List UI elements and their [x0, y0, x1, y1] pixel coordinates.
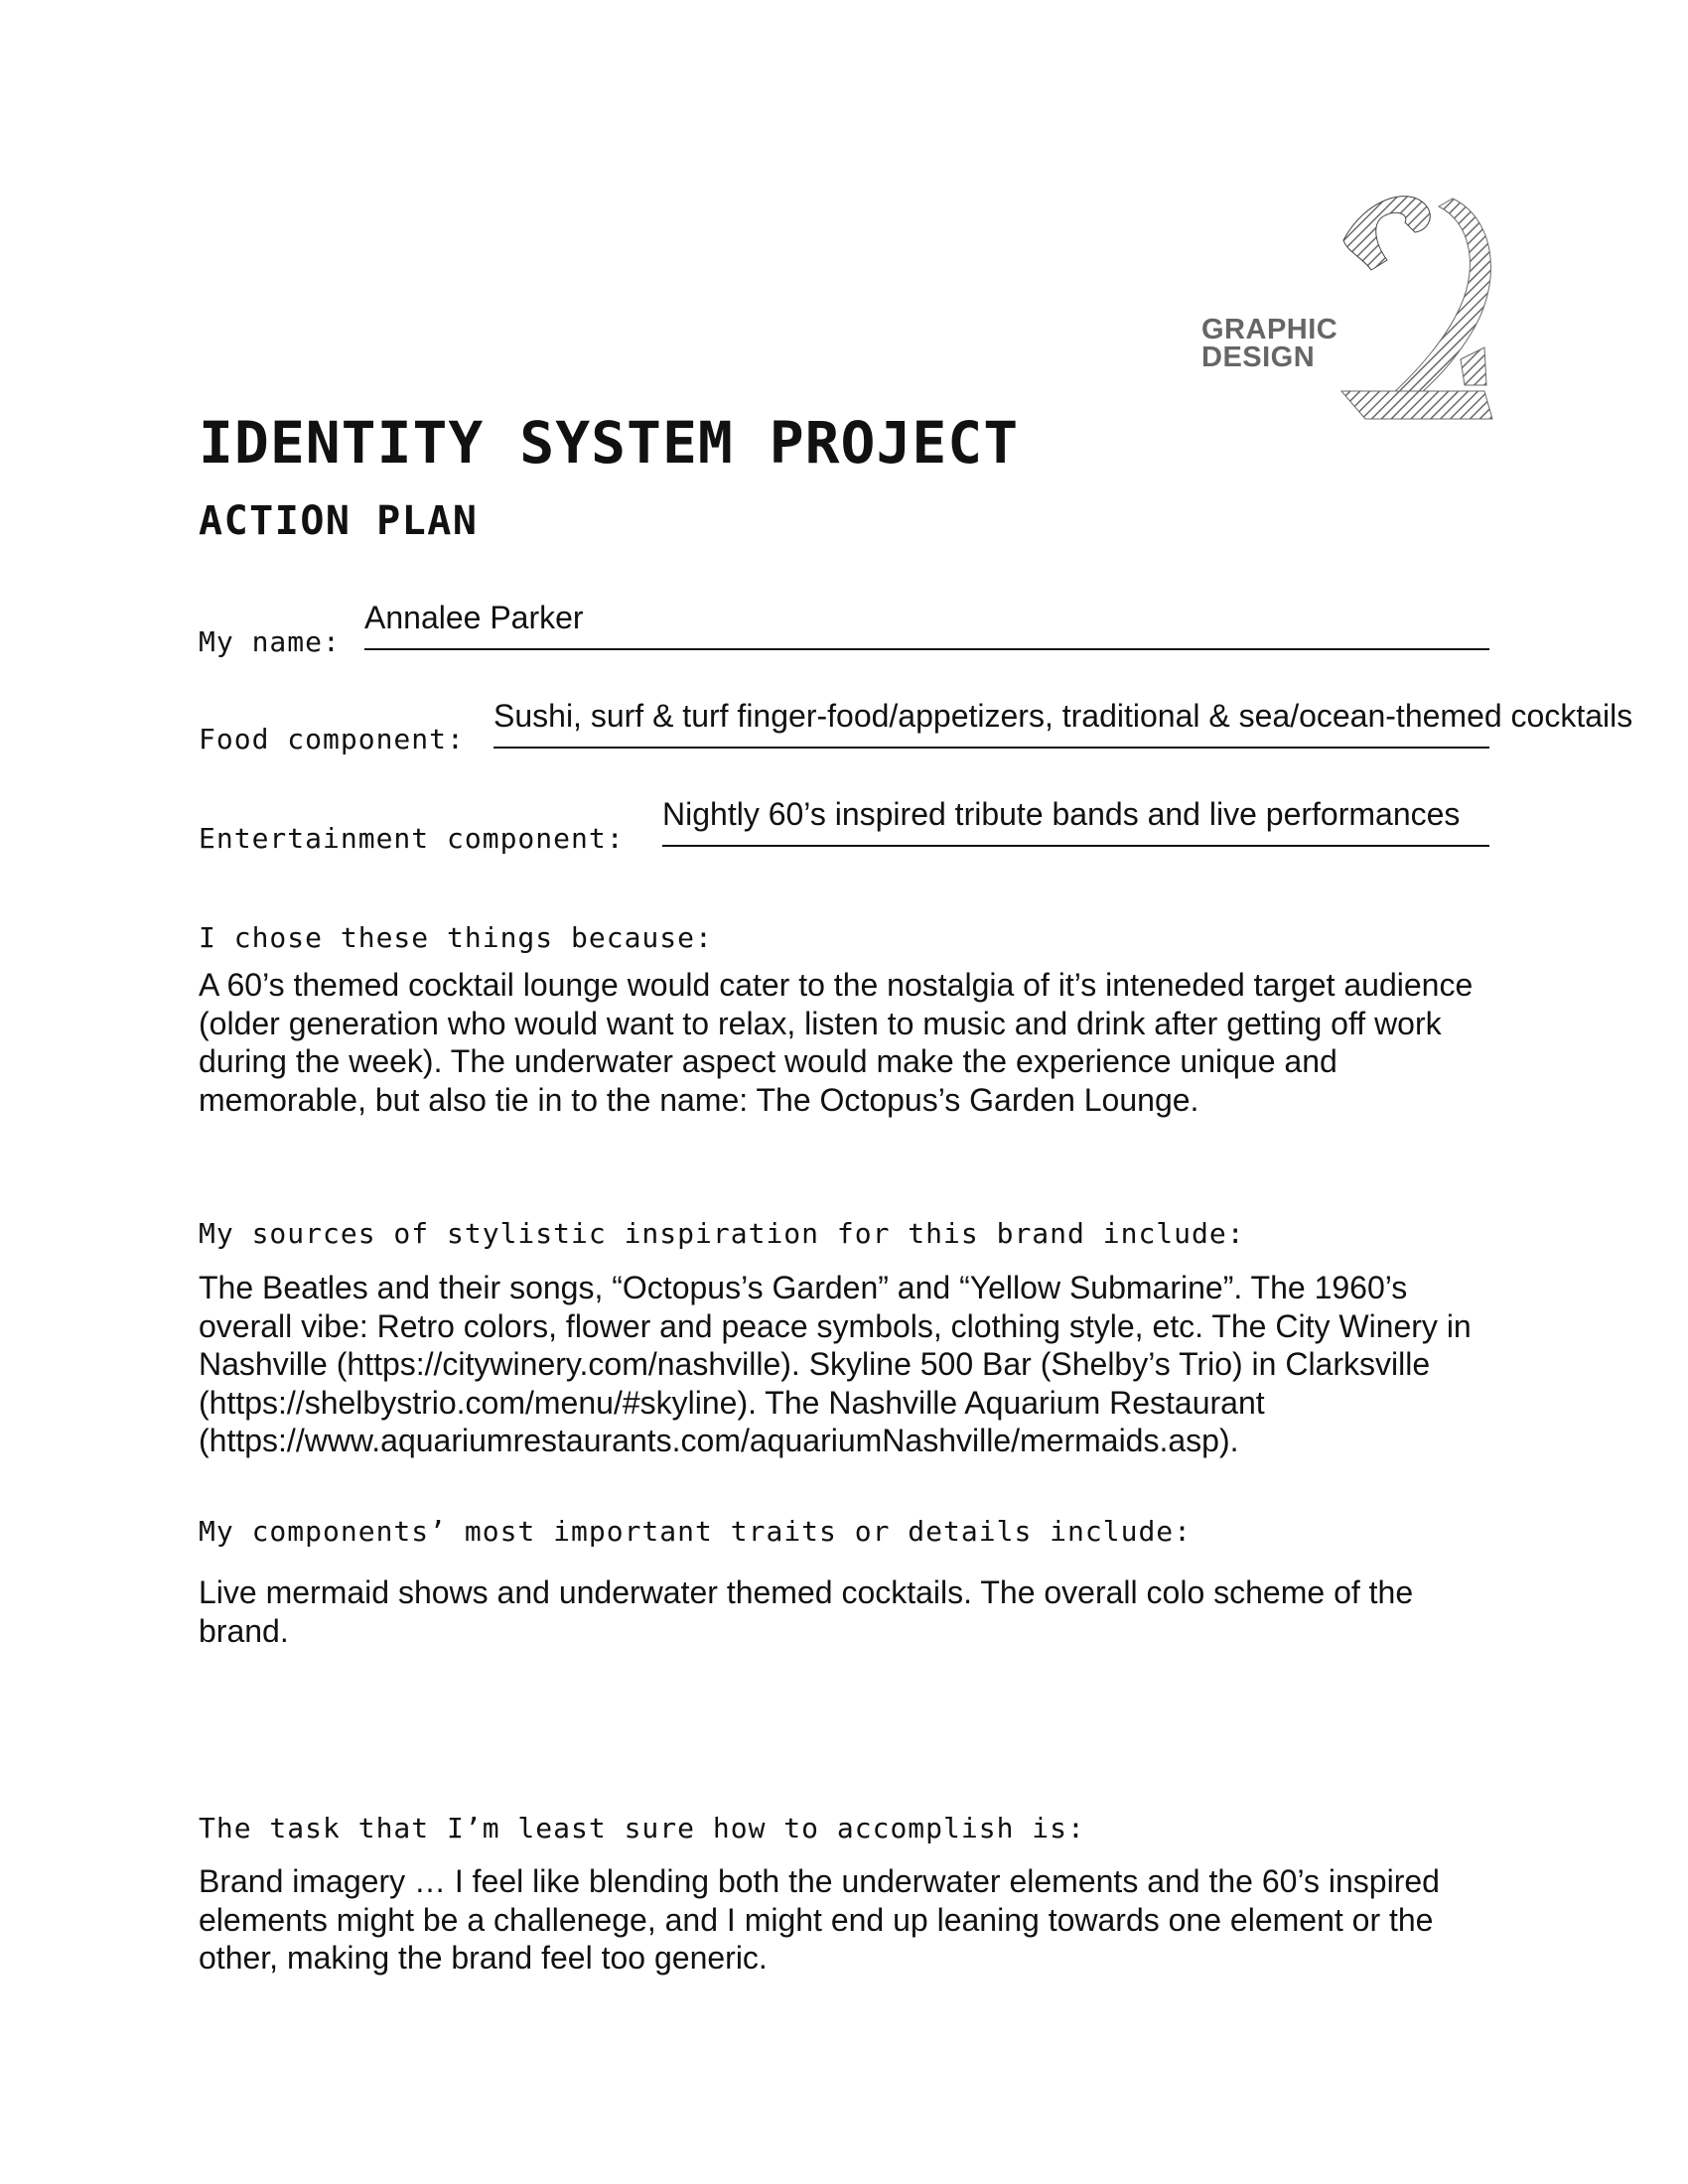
numeral-two-graphic — [1336, 189, 1494, 427]
reason-answer[interactable]: A 60’s themed cocktail lounge would cater to the nostalgia of it’s inteneded target audience (older generation who would want to relax, listen to music and drink after getting off work during the week). The underwater aspect would make the experience unique and memorable, but also tie in to the name: The Octopus’s Garden Lounge. — [199, 967, 1474, 1118]
page-title: IDENTITY SYSTEM PROJECT — [199, 409, 1020, 477]
task-prompt: The task that I’m least sure how to accomplish is: — [199, 1812, 1085, 1844]
entertainment-field[interactable]: Nightly 60’s inspired tribute bands and live performances — [662, 796, 1489, 847]
graphic-design-2-logo — [1201, 189, 1499, 437]
page-subtitle: ACTION PLAN — [199, 498, 479, 544]
name-field[interactable]: Annalee Parker — [364, 600, 1489, 650]
logo-line-design: DESIGN — [1201, 341, 1316, 373]
reason-prompt: I chose these things because: — [199, 921, 713, 954]
entertainment-label: Entertainment component: — [199, 822, 625, 855]
traits-prompt: My components’ most important traits or details include: — [199, 1515, 1193, 1548]
logo-line-graphic: GRAPHIC — [1201, 314, 1338, 345]
task-answer[interactable]: Brand imagery … I feel like blending both the underwater elements and the 60’s inspired elements might be a challenege, and I might end up leaning towards one element or the other, making the brand feel too generic. — [199, 1863, 1440, 1976]
numeral-top-curl — [1343, 197, 1430, 270]
food-field[interactable]: Sushi, surf & turf finger-food/appetizers, traditional & sea/ocean-themed cocktails — [493, 698, 1489, 749]
sources-prompt: My sources of stylistic inspiration for this brand include: — [199, 1217, 1245, 1250]
traits-answer[interactable]: Live mermaid shows and underwater themed cocktails. The overall colo scheme of the brand. — [199, 1574, 1414, 1649]
logo-text — [1201, 316, 1337, 371]
food-label: Food component: — [199, 723, 465, 755]
sources-answer[interactable]: The Beatles and their songs, “Octopus’s Garden” and “Yellow Submarine”. The 1960’s overall vibe: Retro colors, flower and peace symbols, clothing style, etc. The City Winery in Nashville (https://citywinery.com/nashville). Skyline 500 Bar (Shelby’s Trio) in Clarksville (https://shelbystrio.com/menu/#skyline). The Nashville Aquarium Restaurant (https://www.aquariumrestaurants.com/aquariumNashville/mermaids.asp). — [199, 1270, 1472, 1458]
name-label: My name: — [199, 625, 341, 658]
numeral-base — [1341, 391, 1492, 419]
